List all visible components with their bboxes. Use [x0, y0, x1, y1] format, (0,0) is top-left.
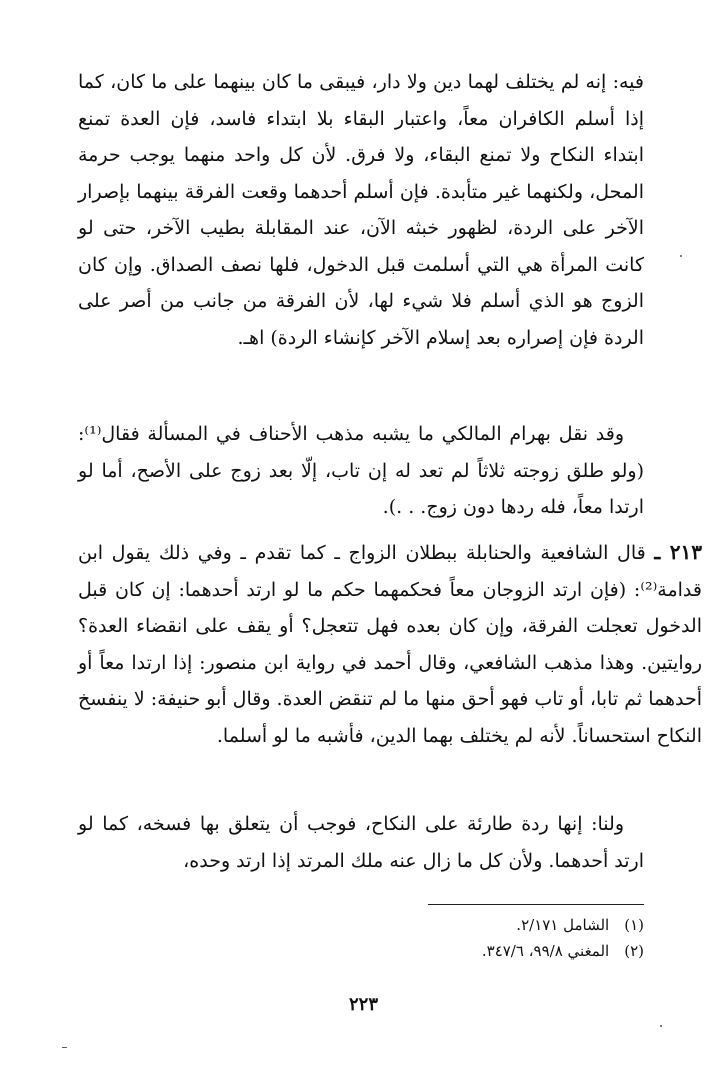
paragraph-numbered-213 — [78, 534, 702, 754]
footnote-marker: (٢) — [624, 942, 644, 960]
item-number: ٢١٣ ـ — [654, 540, 702, 564]
footnote-text: المغني ٩٩/٨، ٣٤٧/٦. — [481, 942, 610, 960]
footnote-2 — [300, 938, 644, 964]
scan-speck — [680, 255, 682, 257]
scan-speck — [62, 1047, 67, 1048]
footnote-text: الشامل ٢/١٧١. — [516, 916, 610, 934]
footnote-divider — [428, 904, 644, 905]
footnotes — [300, 912, 644, 964]
paragraph-bahram-quote: وقد نقل بهرام المالكي ما يشبه مذهب الأحناف في المسألة فقال⁽¹⁾: (ولو طلق زوجته ثلاثاً لم تعد له إن تاب، إلّا بعد زوج على الأصح، أما لو ارتدا معاً، فله ردها دون زوج. . .). — [78, 423, 644, 518]
page-number: ٢٢٣ — [348, 994, 378, 1015]
footnote-1 — [300, 912, 644, 938]
paragraph-our-view: ولنا: إنها ردة طارئة على النكاح، فوجب أن يتعلق بها فسخه، كما لو ارتد أحدهما. ولأن كل ما زال عنه ملك المرتد إذا ارتد وحده، — [78, 813, 644, 872]
scan-speck — [660, 1025, 662, 1027]
paragraph-213-text: قال الشافعية والحنابلة ببطلان الزواج ـ كما تقدم ـ وفي ذلك يقول ابن قدامة⁽²⁾: (فإن ارتد الزوجان معاً فحكمهما حكم ما لو ارتد أحدهما: إن كان قبل الدخول تعجلت الفرقة، وإن كان بعده فهل تتعجل؟ أو يقف على انقضاء العدة؟ روايتين. وهذا مذهب الشافعي، وقال أحمد في رواية ابن منصور: إذا ارتدا معاً أو أحدهما ثم تابا، أو تاب فهو أحق منها ما لم تنقض العدة. وقال أبو حنيفة: لا ينفسخ النكاح استحساناً. لأنه لم يختلف بهما الدين، فأشبه ما لو أسلما. — [78, 542, 702, 747]
paragraph-continued: فيه: إنه لم يختلف لهما دين ولا دار، فيبقى ما كان بينهما على ما كان، كما إذا أسلم الكافران معاً، واعتبار البقاء بلا ابتداء فاسد، فإن العدة تمنع ابتداء النكاح ولا تمنع البقاء، ولا فرق. لأن كل واحد منهما يوجب حرمة المحل، ولكنهما غير متأبدة. فإن أسلم أحدهما وقعت الفرقة بينهما بإصرار الآخر على الردة، لظهور خبثه الآن، عند المقابلة بطيب الآخر، حتى لو كانت المرأة هي التي أسلمت قبل الدخول، فلها نصف الصداق. وإن كان الزوج هو الذي أسلم فلا شيء لها، لأن الفرقة من جانب من أصر على الردة فإن إصراره بعد إسلام الآخر كإنشاء الردة) اهـ. — [78, 71, 644, 349]
footnote-marker: (١) — [624, 916, 644, 934]
